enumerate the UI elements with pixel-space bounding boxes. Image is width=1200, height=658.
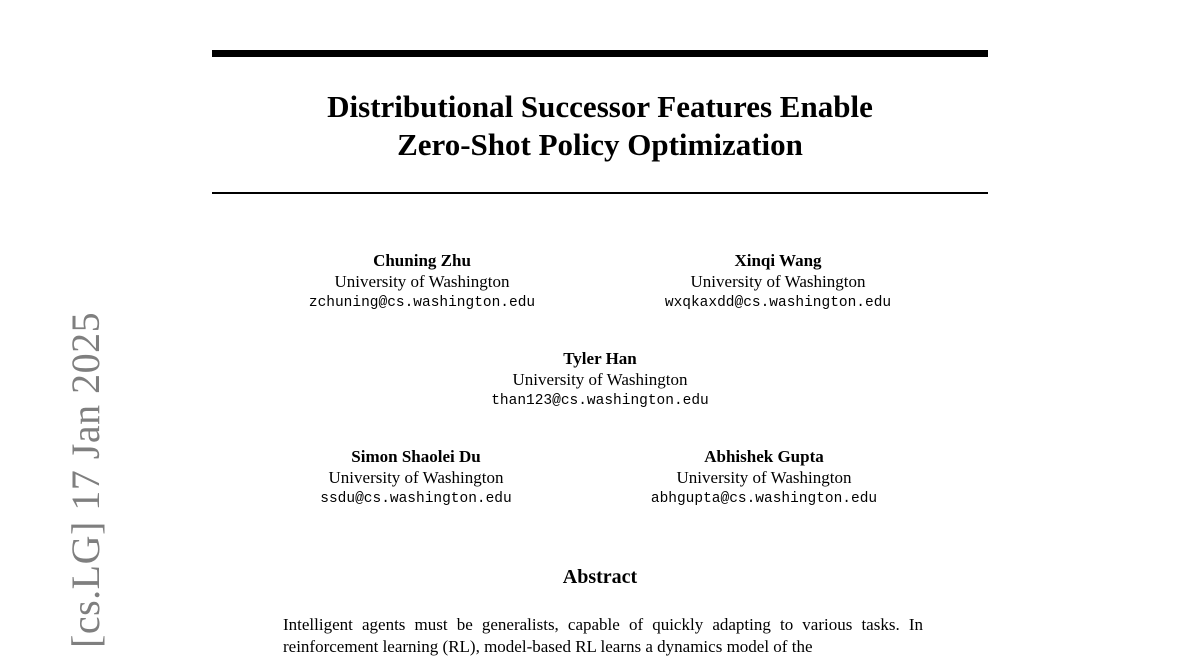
author-affiliation: University of Washington bbox=[512, 370, 688, 389]
author-affiliation: University of Washington bbox=[328, 468, 504, 487]
author-block bbox=[584, 446, 944, 510]
paper-title bbox=[212, 88, 988, 164]
author-block bbox=[598, 250, 958, 314]
author-email[interactable]: abhgupta@cs.washington.edu bbox=[650, 491, 878, 507]
top-rule bbox=[212, 50, 988, 57]
author-name: Tyler Han bbox=[563, 349, 637, 368]
title-line-1: Distributional Successor Features Enable bbox=[327, 89, 873, 124]
author-email[interactable]: than123@cs.washington.edu bbox=[491, 393, 709, 409]
author-block bbox=[236, 446, 596, 510]
author-email[interactable]: ssdu@cs.washington.edu bbox=[320, 491, 512, 507]
title-rule bbox=[212, 192, 988, 194]
arxiv-stamp: [cs.LG] 17 Jan 2025 bbox=[63, 311, 108, 648]
author-block bbox=[242, 250, 602, 314]
author-name: Abhishek Gupta bbox=[704, 447, 824, 466]
author-block bbox=[420, 348, 780, 412]
author-affiliation: University of Washington bbox=[690, 272, 866, 291]
abstract-heading: Abstract bbox=[562, 566, 638, 588]
author-name: Chuning Zhu bbox=[373, 251, 471, 270]
author-affiliation: University of Washington bbox=[676, 468, 852, 487]
author-name: Simon Shaolei Du bbox=[351, 447, 481, 466]
author-affiliation: University of Washington bbox=[334, 272, 510, 291]
title-line-2: Zero-Shot Policy Optimization bbox=[397, 127, 803, 162]
author-name: Xinqi Wang bbox=[734, 251, 822, 270]
abstract-text: Intelligent agents must be generalists, capable of quickly adapting to various tasks. In reinforcement learning (RL), model-based RL learns a dynamics model of the bbox=[283, 615, 923, 656]
author-email[interactable]: wxqkaxdd@cs.washington.edu bbox=[664, 295, 892, 311]
author-email[interactable]: zchuning@cs.washington.edu bbox=[308, 295, 536, 311]
